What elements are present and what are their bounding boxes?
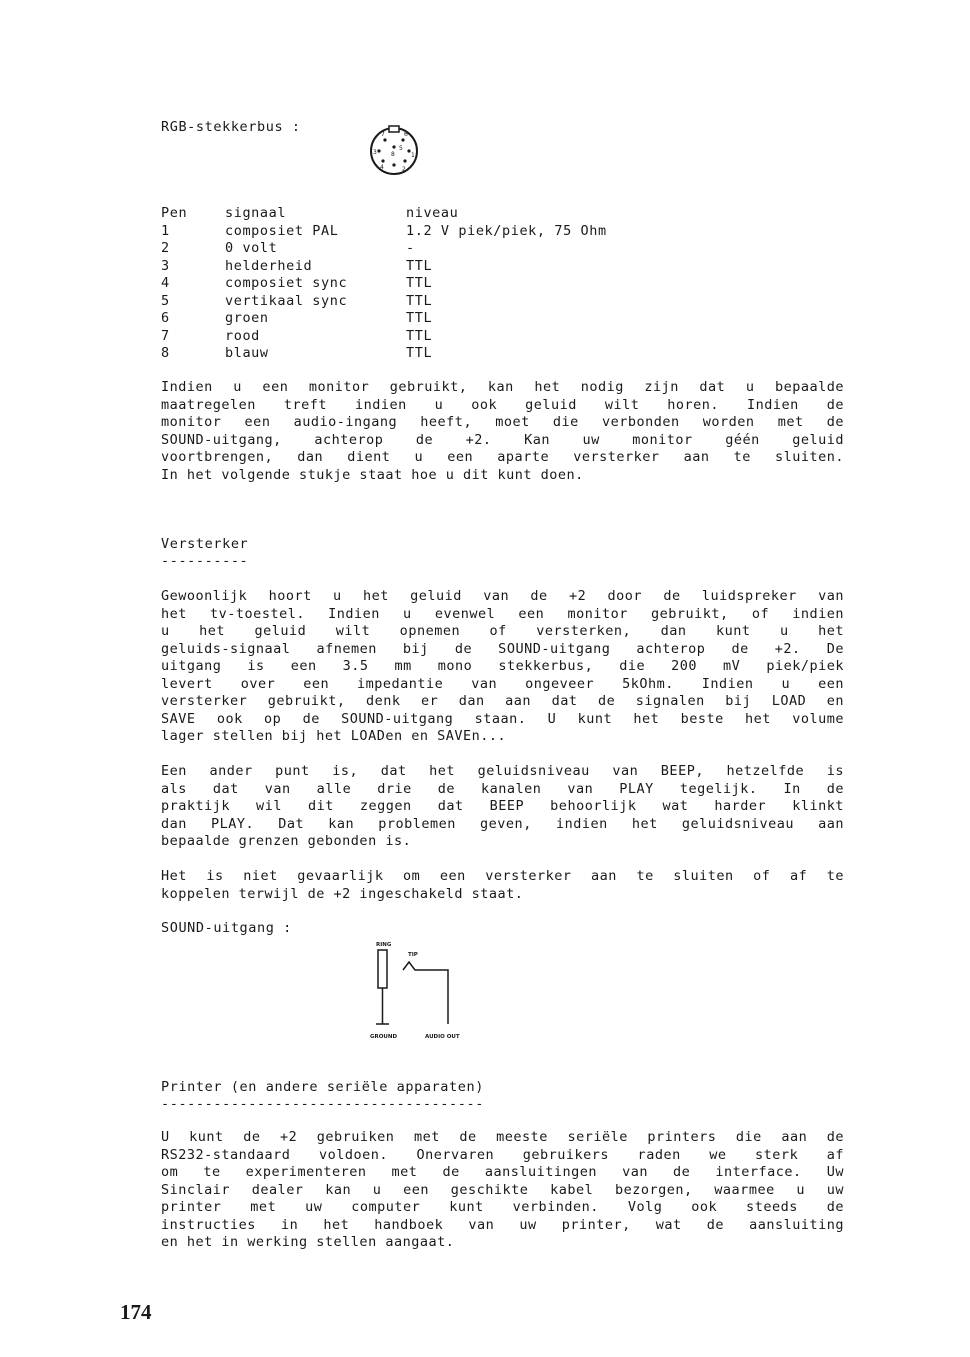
table-cell: TTL	[406, 310, 433, 326]
table-cell: TTL	[406, 275, 433, 291]
text-line: voortbrengen, dan dient u een aparte versterker aan te sluiten.	[161, 449, 844, 465]
pin-label: 2	[402, 166, 406, 173]
table-cell: rood	[225, 327, 260, 344]
table-cell: 3	[161, 257, 170, 274]
table-cell: 1.2 V piek/piek, 75 Ohm	[406, 222, 607, 239]
text-line: praktijk wil dit zeggen dat BEEP behoorlijk wat harder klinkt	[161, 798, 844, 814]
table-cell: -	[406, 240, 415, 256]
table-cell: TTL	[406, 345, 433, 361]
text-line: maatregelen treft indien u ook geluid wilt horen. Indien de	[161, 396, 844, 413]
table-cell: groen	[225, 310, 269, 326]
pin-label: 6	[404, 131, 408, 138]
versterker-paragraph-3	[161, 868, 844, 903]
table-header: niveau	[406, 205, 459, 221]
pin-label: 4	[380, 164, 384, 171]
versterker-paragraph-2	[161, 763, 844, 851]
din-connector-icon	[366, 122, 422, 176]
printer-paragraph	[161, 1129, 844, 1252]
tip-label: TIP	[408, 952, 418, 958]
text-line: Een ander punt is, dat het geluidsniveau van BEEP, hetzelfde is	[161, 763, 844, 779]
table-cell: composiet PAL	[225, 222, 339, 239]
text-line: In het volgende stukje staat hoe u dit kunt doen.	[161, 466, 584, 483]
text-line: Gewoonlijk hoort u het geluid van de +2 door de luidspreker van	[161, 588, 844, 604]
text-line: Sinclair dealer kan u een geschikte kabel bezorgen, waarmee u uw	[161, 1181, 844, 1198]
table-cell: TTL	[406, 327, 433, 344]
ring-label: RING	[376, 942, 392, 948]
text-line: geluids-signaal afnemen bij de SOUND-uitgang achterop de +2. De	[161, 640, 844, 657]
text-line: U kunt de +2 gebruiken met de meeste seriële printers die aan de	[161, 1129, 844, 1145]
text-line: als dat van alle drie de kanalen van PLAY tegelijk. In de	[161, 780, 844, 797]
table-cell: 0 volt	[225, 240, 278, 256]
table-cell: 4	[161, 275, 170, 291]
table-header: signaal	[225, 205, 287, 221]
rgb-heading: RGB-stekkerbus :	[161, 119, 301, 135]
table-cell: TTL	[406, 292, 433, 309]
text-line: versterker gebruikt, denk er dan aan dat de signalen bij LOAD en	[161, 693, 844, 709]
text-line: SAVE ook op de SOUND-uitgang staan. U kunt het beste het volume	[161, 710, 844, 727]
text-line: en het in werking stellen aangaat.	[161, 1234, 455, 1250]
audio-out-label: AUDIO OUT	[425, 1034, 460, 1040]
pin-label: 7	[381, 131, 385, 138]
rgb-paragraph	[161, 379, 844, 484]
versterker-paragraph-1	[161, 588, 844, 746]
text-line: bepaalde grenzen gebonden is.	[161, 833, 412, 849]
text-line: Het is niet gevaarlijk om een versterker aan te sluiten of af te	[161, 868, 844, 884]
text-line: koppelen terwijl de +2 ingeschakeld staat.	[161, 885, 524, 902]
text-line: dan PLAY. Dat kan problemen geven, indien het geluidsniveau aan	[161, 815, 844, 832]
pin-label: 5	[399, 145, 403, 152]
text-line: om te experimenteren met de aansluitingen van de interface. Uw	[161, 1164, 844, 1180]
text-line: uitgang is een 3.5 mm mono stekkerbus, die 200 mV piek/piek	[161, 658, 844, 674]
versterker-heading: Versterker	[161, 536, 249, 552]
table-cell: helderheid	[225, 257, 313, 274]
text-line: monitor een audio-ingang heeft, moet die verbonden worden met de	[161, 414, 844, 430]
table-cell: 7	[161, 327, 170, 344]
pin-label: 8	[391, 151, 395, 158]
text-line: Indien u een monitor gebruikt, kan het nodig zijn dat u bepaalde	[161, 379, 844, 395]
table-cell: 2	[161, 240, 170, 256]
ground-label: GROUND	[370, 1034, 398, 1040]
text-line: het tv-toestel. Indien u evenwel een monitor gebruikt, of indien	[161, 605, 844, 622]
sound-output-label: SOUND-uitgang :	[161, 920, 292, 936]
table-cell: 1	[161, 222, 170, 239]
jack-plug-diagram	[365, 936, 480, 1044]
pin-label: 3	[373, 149, 377, 156]
text-line: SOUND-uitgang, achterop de +2. Kan uw monitor géén geluid	[161, 431, 844, 448]
printer-heading: Printer (en andere seriële apparaten)	[161, 1079, 484, 1095]
text-line: lager stellen bij het LOADen en SAVEn...	[161, 728, 507, 744]
table-header: Pen	[161, 205, 188, 221]
text-line: RS232-standaard voldoen. Onervaren gebruikers raden we sterk af	[161, 1146, 844, 1163]
table-cell: blauw	[225, 345, 269, 361]
text-line: levert over een impedantie van ongeveer 5kOhm. Indien u een	[161, 675, 844, 692]
text-line: printer met uw computer kunt verbinden. Volg ook steeds de	[161, 1199, 844, 1215]
table-cell: composiet sync	[225, 275, 348, 291]
page-number: 174	[120, 1300, 152, 1324]
text-line: instructies in het handboek van uw printer, wat de aansluiting	[161, 1216, 844, 1233]
printer-underline: -------------------------------------	[161, 1096, 484, 1112]
versterker-underline: ----------	[161, 553, 249, 569]
table-cell: 5	[161, 292, 170, 309]
table-cell: 8	[161, 345, 170, 361]
table-cell: vertikaal sync	[225, 292, 348, 309]
pin-label: 1	[411, 152, 415, 159]
table-cell: TTL	[406, 257, 433, 274]
table-cell: 6	[161, 310, 170, 326]
text-line: u het geluid wilt opnemen of versterken, dan kunt u het	[161, 623, 844, 639]
